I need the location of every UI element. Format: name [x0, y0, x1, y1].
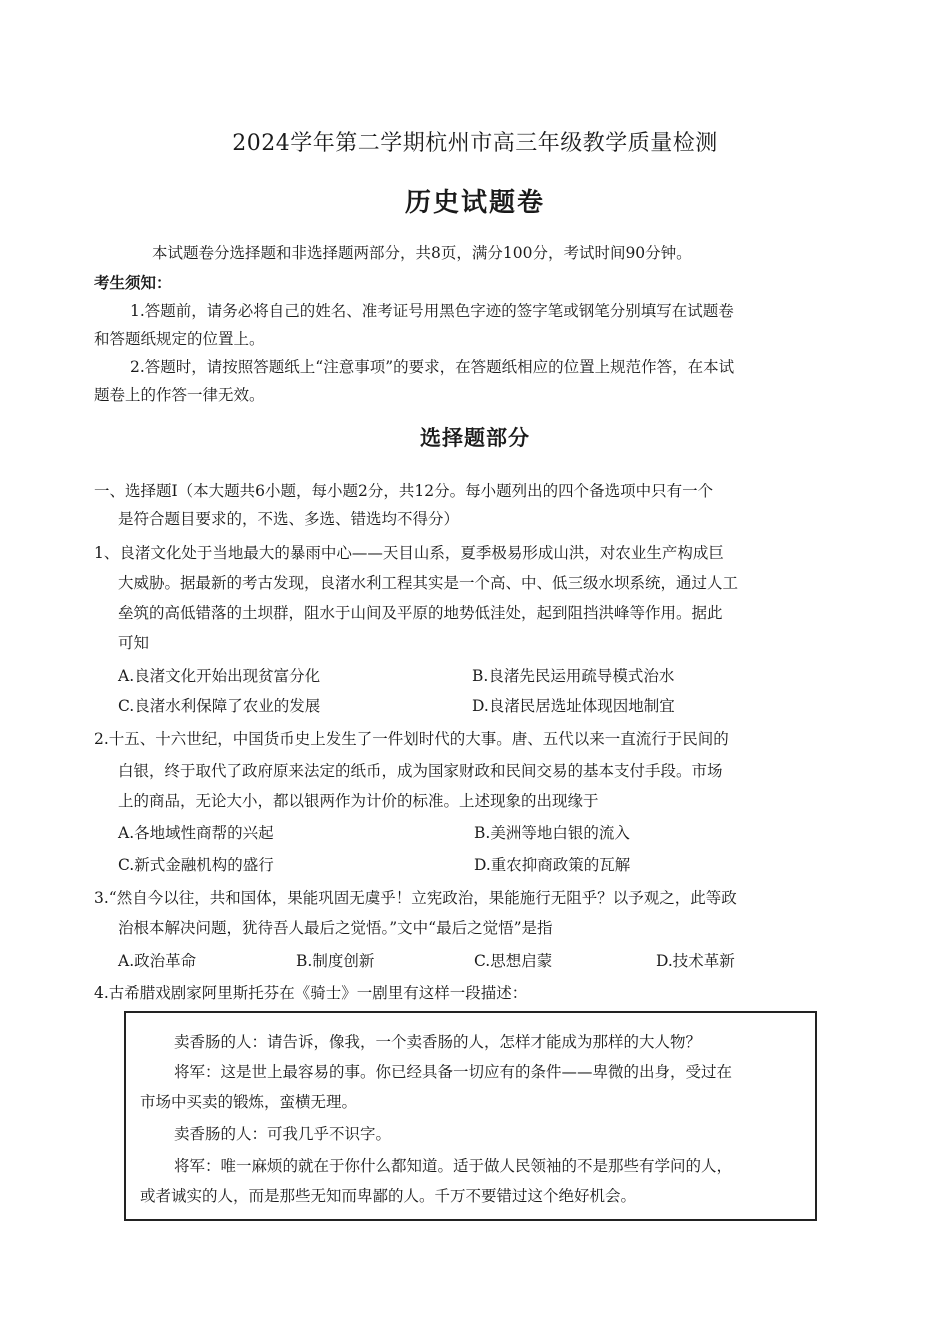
q1-line-4: 可知	[118, 634, 150, 652]
q2-line-2: 白银，终于取代了政府原来法定的纸币，成为国家财政和民间交易的基本支付手段。市场	[118, 762, 723, 780]
q2-option-b: B.美洲等地白银的流入	[474, 824, 630, 842]
part1-instructions-line-2: 是符合题目要求的，不选、多选、错选均不得分）	[118, 510, 460, 528]
q4-excerpt-line-1: 卖香肠的人：请告诉，像我，一个卖香肠的人，怎样才能成为那样的大人物？	[174, 1033, 702, 1051]
q4-excerpt-box	[124, 1011, 817, 1221]
section-title: 选择题部分	[420, 425, 530, 450]
q1-line-2: 大威胁。据最新的考古发现，良渚水利工程其实是一个高、中、低三级水坝系统，通过人工	[118, 574, 739, 592]
exam-subtitle: 历史试题卷	[404, 188, 545, 218]
q1-option-b: B.良渚先民运用疏导模式治水	[472, 667, 675, 685]
notice-item-2-line-1: 2.答题时，请按照答题纸上“注意事项”的要求，在答题纸相应的位置上规范作答，在本试	[130, 358, 735, 376]
q3-line-1: 3.“然自今以往，共和国体，果能巩固无虞乎！立宪政治，果能施行无阻乎？以予观之，此等政	[94, 889, 737, 907]
q3-option-c: C.思想启蒙	[474, 952, 553, 970]
notice-item-2-line-2: 题卷上的作答一律无效。	[94, 386, 265, 404]
q2-line-1: 2.十五、十六世纪，中国货币史上发生了一件划时代的大事。唐、五代以来一直流行于民间的	[94, 730, 729, 748]
q4-excerpt-line-5: 将军：唯一麻烦的就在于你什么都知道。适于做人民领袖的不是那些有学问的人，	[174, 1157, 733, 1175]
q1-option-a: A.良渚文化开始出现贫富分化	[118, 667, 321, 685]
q1-option-d: D.良渚民居选址体现因地制宜	[472, 697, 675, 715]
exam-intro: 本试题卷分选择题和非选择题两部分，共8页，满分100分，考试时间90分钟。	[152, 244, 692, 262]
q2-option-a: A.各地域性商帮的兴起	[118, 824, 274, 842]
q1-line-3: 垒筑的高低错落的土坝群，阻水于山间及平原的地势低洼处，起到阻挡洪峰等作用。据此	[118, 604, 723, 622]
q1-option-c: C.良渚水利保障了农业的发展	[118, 697, 321, 715]
notice-item-1-line-2: 和答题纸规定的位置上。	[94, 330, 265, 348]
q1-line-1: 1、良渚文化处于当地最大的暴雨中心——天目山系，夏季极易形成山洪，对农业生产构成巨	[94, 544, 724, 562]
notice-heading: 考生须知：	[94, 273, 172, 292]
exam-title: 2024学年第二学期杭州市高三年级教学质量检测	[232, 131, 718, 156]
part1-instructions-line-1: 一、选择题Ⅰ（本大题共6小题，每小题2分，共12分。每小题列出的四个备选项中只有一个	[94, 482, 714, 500]
q2-line-3: 上的商品，无论大小，都以银两作为计价的标准。上述现象的出现缘于	[118, 792, 599, 810]
q4-excerpt-line-6: 或者诚实的人，而是那些无知而卑鄙的人。千万不要错过这个绝好机会。	[140, 1187, 637, 1205]
q4-excerpt-line-2: 将军：这是世上最容易的事。你已经具备一切应有的条件——卑微的出身，受过在	[174, 1063, 733, 1081]
q3-option-a: A.政治革命	[118, 952, 197, 970]
notice-item-1-line-1: 1.答题前，请务必将自己的姓名、准考证号用黑色字迹的签字笔或钢笔分别填写在试题卷	[130, 302, 734, 320]
q4-excerpt-line-4: 卖香肠的人：可我几乎不识字。	[174, 1125, 392, 1143]
q3-line-2: 治根本解决问题，犹待吾人最后之觉悟。”文中“最后之觉悟”是指	[118, 919, 553, 937]
q2-option-d: D.重农抑商政策的瓦解	[474, 856, 631, 874]
q3-option-b: B.制度创新	[296, 952, 375, 970]
q4-excerpt-line-3: 市场中买卖的锻炼，蛮横无理。	[140, 1093, 358, 1111]
q2-option-c: C.新式金融机构的盛行	[118, 856, 274, 874]
q4-line-1: 4.古希腊戏剧家阿里斯托芬在《骑士》一剧里有这样一段描述：	[94, 984, 528, 1002]
q3-option-d: D.技术革新	[656, 952, 735, 970]
